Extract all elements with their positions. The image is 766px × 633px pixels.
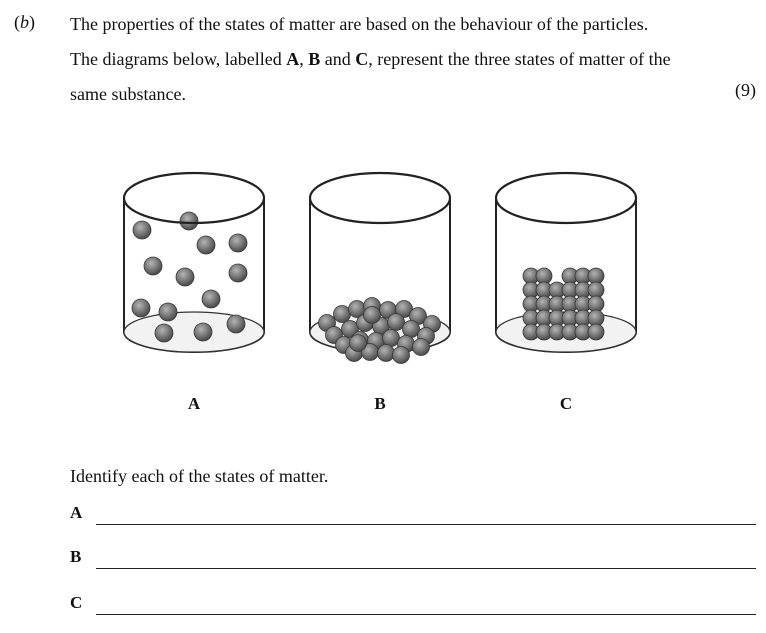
part-label: (b) [14,12,35,32]
particle [383,330,400,347]
particle [180,212,198,230]
particle [202,290,220,308]
diagram-label-b: B [374,394,386,413]
answer-letter-a: A [70,503,83,522]
question-line-3: same substance. [70,84,186,104]
particle [227,315,245,333]
part-letter: b [20,12,29,32]
answer-row-c [70,593,760,617]
instruction-text: Identify each of the states of matter. [70,466,329,486]
answer-row-a [70,503,760,527]
cylinder-c [496,173,636,352]
diagram-label-a: A [187,394,201,413]
particle [155,324,173,342]
marks-allocation: (9) [735,80,756,100]
particle [393,347,410,364]
particle [388,314,405,331]
particle [194,323,212,341]
particle [132,299,150,317]
diagram-label-c: C [559,394,573,413]
cylinder-b [310,173,450,364]
answer-line-c[interactable] [96,614,756,615]
particles-c [523,268,604,340]
inline-label-a: A [286,49,300,69]
particle [413,339,430,356]
particle [350,335,367,352]
particle [588,324,604,340]
answer-line-b[interactable] [96,568,756,569]
answer-letter-b: B [70,547,82,566]
inline-label-b: B [308,49,321,69]
answer-letter-c: C [70,593,83,612]
answer-row-b [70,547,760,571]
particle [403,321,420,338]
answer-line-a[interactable] [96,524,756,525]
particle [133,221,151,239]
particle [159,303,177,321]
particle [197,236,215,254]
particle [364,307,381,324]
particle [229,264,247,282]
particle [378,345,395,362]
question-line-1: The properties of the states of matter are based on the behaviour of the particles. [70,14,649,34]
particle [229,234,247,252]
particle [176,268,194,286]
particle [144,257,162,275]
inline-label-c: C [355,49,369,69]
cylinder-a [124,173,264,352]
particle [334,306,351,323]
question-line-2: The diagrams below, labelled A, B and C, represent the three states of matter of the [70,49,671,69]
